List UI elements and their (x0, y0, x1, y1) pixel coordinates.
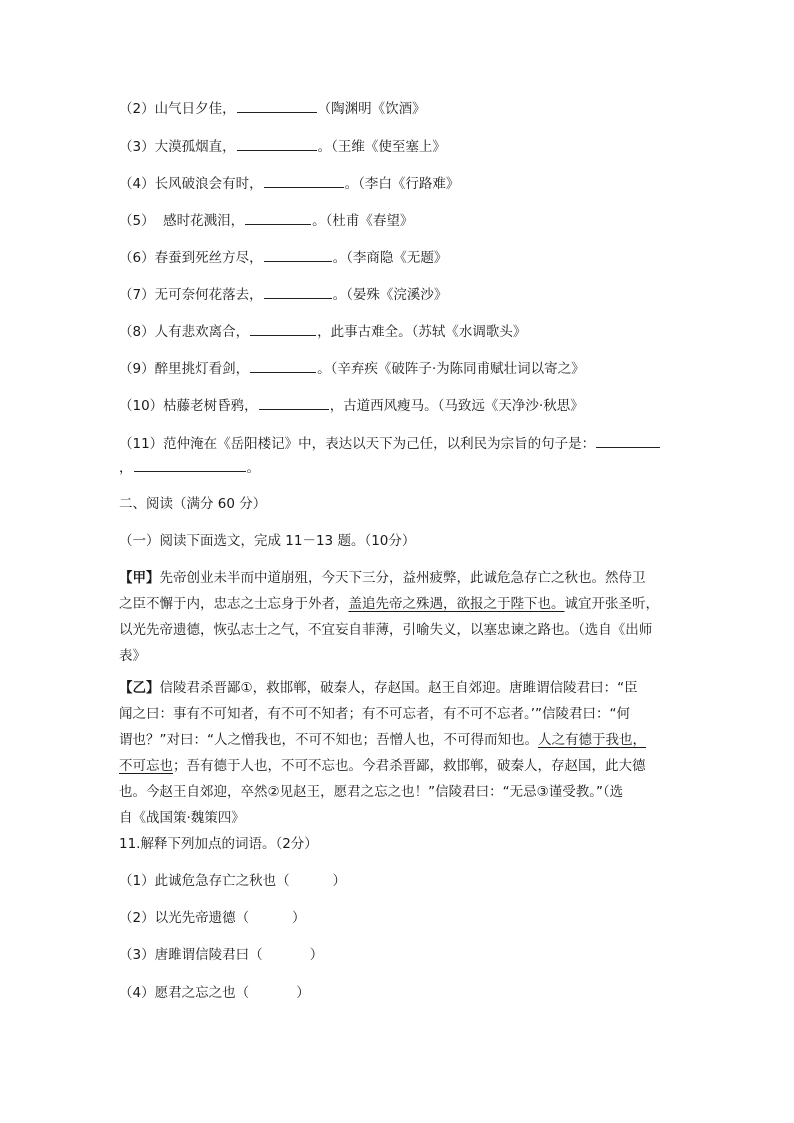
fill-item-6 (119, 247, 679, 268)
passage-row (119, 753, 681, 779)
passage-label: 【甲】 (119, 570, 160, 586)
item-text: （6）春蚕到死丝方尽， (119, 250, 263, 266)
item-source: 。（辛弃疾《破阵子·为陈同甫赋壮词以寄之》 (317, 361, 585, 377)
passage-text: 之臣不懈于内，忠志之士忘身于外者， (119, 596, 349, 612)
fill-item-9 (119, 358, 679, 379)
passage-text: ；吾有德于人也，不可不忘也。今君杀晋鄙，救邯郸，破秦人，存赵国，此大德 (173, 758, 646, 774)
passage-text: 谓也？”对曰：“人之憎我也，不可不知也；吾憎人也，不可得而知也。 (119, 732, 538, 748)
answer-blank[interactable] (264, 247, 332, 262)
passage-row: 也。今赵王自郊迎，卒然②见赵王，愿君之忘之也！”信陵君曰：“无忌③谨受教。”（选 (119, 784, 624, 800)
underlined-sentence: 人之有德于我也， (538, 732, 646, 748)
item-text: ， (119, 460, 133, 476)
item-text: （9）醉里挑灯看剑， (119, 361, 250, 377)
question-11-item-2: （2）以光先帝遗德（ ） (119, 910, 306, 926)
question-11-title: 11.解释下列加点的词语。（2分） (119, 836, 318, 852)
item-source: 。（李商隐《无题》 (332, 250, 448, 266)
item-source: ，古道西风瘦马。（马致远《天净沙·秋思》 (329, 398, 584, 414)
item-text: （7）无可奈何花落去， (119, 287, 263, 303)
passage-row (119, 675, 681, 701)
answer-blank[interactable] (245, 210, 311, 225)
answer-blank[interactable] (237, 136, 317, 151)
question-11-item-1: （1）此诚危急存亡之秋也（ ） (119, 873, 347, 889)
passage-row (119, 591, 681, 617)
item-text: 。 (246, 460, 260, 476)
passage-text: 诚宜开张圣听， (564, 596, 659, 612)
passage-text: 先帝创业未半而中道崩殂，今天下三分，益州疲弊，此诚危急存亡之秋也。然侍卫 (159, 570, 646, 586)
answer-blank[interactable] (250, 321, 316, 336)
fill-item-4 (119, 173, 679, 194)
item-text: （3）大漠孤烟直， (119, 139, 236, 155)
fill-item-10 (119, 395, 679, 416)
passage-text: 信陵君杀晋鄙①，救邯郸，破秦人，存赵国。赵王自郊迎。唐雎谓信陵君曰：“臣 (159, 680, 638, 696)
answer-blank[interactable] (259, 395, 329, 410)
passage-row: 闻之曰：事有不可知者，有不可不知者；有不可忘者，有不可不忘者。’”信陵君曰：“何 (119, 706, 631, 722)
answer-blank[interactable] (264, 173, 344, 188)
answer-blank[interactable] (134, 457, 246, 472)
passage-row: 以光先帝遗德，恢弘志士之气，不宜妄自菲薄，引喻失义，以塞忠谏之路也。（选自《出师 (119, 622, 653, 638)
passage-row: 自《战国策·魏策四》 (119, 810, 245, 826)
item-text: （8）人有悲欢离合， (119, 324, 250, 340)
section-title: 二、阅读（满分 60 分） (119, 496, 267, 512)
passage-yi (119, 675, 681, 831)
fill-item-11-line2 (119, 457, 679, 478)
item-text: （10）枯藤老树昏鸦， (119, 398, 258, 414)
fill-item-2 (119, 98, 679, 119)
item-text: （2）山气日夕佳， (119, 101, 236, 117)
item-text: （4）长风破浪会有时， (119, 176, 263, 192)
underlined-sentence: 不可忘也 (119, 758, 173, 774)
answer-blank[interactable] (596, 433, 660, 448)
fill-item-11-line1 (119, 433, 679, 454)
question-11-item-4: （4）愿君之忘之也（ ） (119, 985, 310, 1001)
item-text: （11）范仲淹在《岳阳楼记》中，表达以天下为己任，以利民为宗旨的句子是： (119, 436, 596, 452)
answer-blank[interactable] (250, 358, 316, 373)
item-text: （5） 感时花溅泪， (119, 213, 245, 229)
passage-row (119, 727, 681, 753)
subsection-title: （一）阅读下面选文，完成 11－13 题。（10分） (119, 533, 416, 549)
answer-blank[interactable] (237, 98, 317, 113)
fill-item-3 (119, 136, 679, 157)
item-source: 。（杜甫《春望》 (312, 213, 414, 229)
answer-blank[interactable] (264, 284, 332, 299)
item-source: 。（王维《使至塞上》 (317, 139, 446, 155)
fill-item-5 (119, 210, 679, 231)
underlined-sentence: 盖追先帝之殊遇，欲报之于陛下也。 (348, 596, 565, 612)
fill-item-7 (119, 284, 679, 305)
passage-jia (119, 565, 681, 669)
question-11-item-3: （3）唐雎谓信陵君曰（ ） (119, 947, 324, 963)
item-source: 。（晏殊《浣溪沙》 (332, 287, 448, 303)
fill-item-8 (119, 321, 679, 342)
passage-row (119, 565, 681, 591)
item-source: 。（李白《行路难》 (344, 176, 460, 192)
item-source: ，此事古难全。（苏轼《水调歌头》 (317, 324, 527, 340)
item-source: （陶渊明《饮酒》 (317, 101, 426, 117)
passage-label: 【乙】 (119, 680, 160, 696)
passage-row: 表》 (119, 648, 146, 664)
